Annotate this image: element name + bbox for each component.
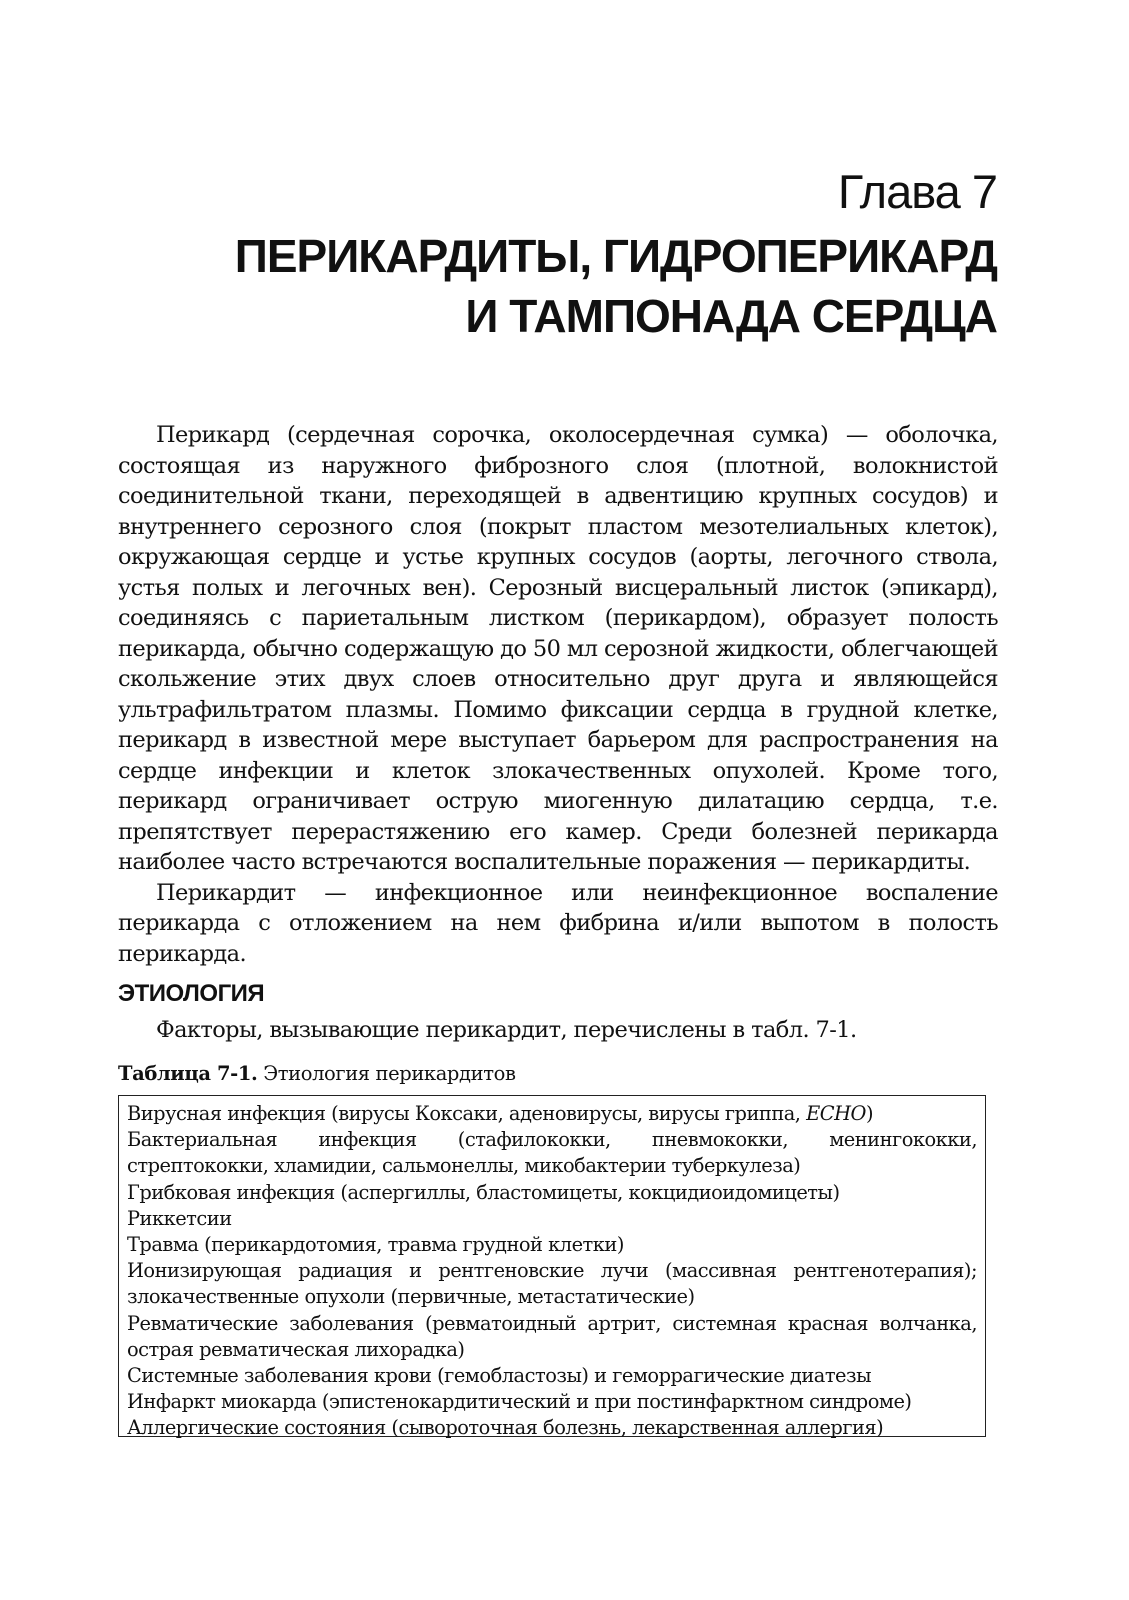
table-row: Системные заболевания крови (гемобластозы) и геморрагические диатезы [127,1364,872,1388]
table-cell-text: Вирусная инфекция (вирусы Коксаки, аденовирусы, вирусы гриппа, [127,1102,807,1125]
paragraph-pericardium-definition: Перикард (сердечная сорочка, околосердечная сумка) — оболочка, состоящая из наружного фиброзного слоя (плотной, волокнистой соединительной ткани, переходящей в адвентицию крупных сосудов) и внутреннего серозного слоя (покрыт пластом мезотелиальных клеток), окружающая сердце и устье крупных сосудов (аорты, легочного ствола, устья полых и легочных вен). Серозный висцеральный листок (эпикард), соединяясь с париетальным листком (перикардом), образует полость перикарда, обычно содержащую до 50 мл серозной жидкости, облегчающей скольжение этих двух слоев относительно друг друга и являющейся ультрафильтратом плазмы. Помимо фиксации сердца в грудной клетке, перикард в известной мере выступает барьером для распространения на сердце инфекции и клеток злокачественных опухолей. Кроме того, перикард ограничивает острую миогенную дилатацию сердца, т.е. препятствует перерастяжению его камер. Среди болезней перикарда наиболее часто встречаются воспалительные поражения — перикардиты. [118,422,998,875]
table-caption-title: Этиология перикардитов [257,1062,516,1085]
body-text [118,420,998,969]
table-caption [118,1061,516,1087]
table-row: Травма (перикардотомия, травма грудной клетки) [127,1233,624,1257]
chapter-label: Глава 7 [837,165,997,218]
table-row: Аллергические состояния (сывороточная болезнь, лекарственная аллергия) [127,1416,884,1440]
table-row [127,1101,977,1127]
chapter-title [235,226,997,346]
section-intro-text: Факторы, вызывающие перикардит, перечислены в табл. 7-1. [156,1017,857,1043]
table-row: Риккетсии [127,1206,232,1230]
chapter-title-line-2: И ТАМПОНАДА СЕРДЦА [465,290,997,342]
table-caption-number: Таблица 7-1. [118,1062,258,1085]
table-cell-text-end: ) [865,1102,874,1125]
table-cell-italic: ECHO [806,1102,866,1125]
table-row: Ионизирующая радиация и рентгеновские лучи (массивная рентгенотерапия); злокачественные опухоли (первичные, метастатические) [127,1259,977,1309]
table-row: Грибковая инфекция (аспергиллы, бластомицеты, кокцидиоидомицеты) [127,1180,840,1204]
chapter-title-line-1: ПЕРИКАРДИТЫ, ГИДРОПЕРИКАРД [234,230,997,282]
etiology-table [118,1095,986,1440]
paragraph-pericarditis-definition: Перикардит — инфекционное или неинфекционное воспаление перикарда с отложением на нем фибрина и/или выпотом в полость перикарда. [118,879,998,967]
section-heading-etiology: ЭТИОЛОГИЯ [118,980,265,1007]
table-row: Ревматические заболевания (ревматоидный артрит, системная красная волчанка, острая ревматическая лихорадка) [127,1311,977,1361]
table-row: Инфаркт миокарда (эпистенокардитический и при постинфарктном синдроме) [127,1390,912,1414]
table-row: Бактериальная инфекция (стафилококки, пневмококки, менингококки, стрептококки, хламидии, сальмонеллы, микобактерии туберкулеза) [127,1128,977,1178]
